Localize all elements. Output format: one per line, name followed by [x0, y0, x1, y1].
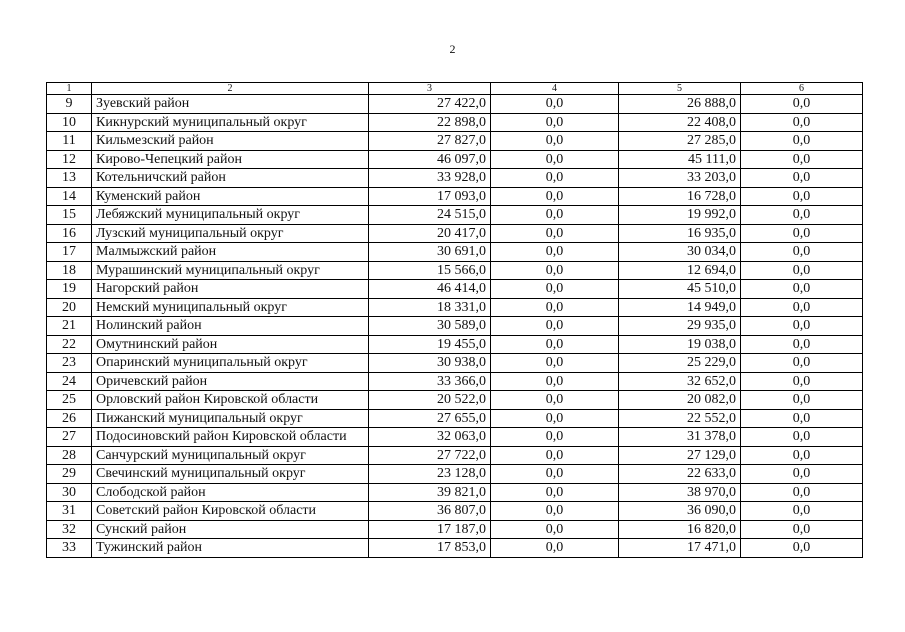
value-col-5: 16 728,0	[619, 187, 741, 206]
value-col-4: 0,0	[491, 354, 619, 373]
value-col-4: 0,0	[491, 391, 619, 410]
value-col-4: 0,0	[491, 95, 619, 114]
table-row	[47, 261, 863, 280]
value-col-5: 20 082,0	[619, 391, 741, 410]
column-header: 6	[741, 83, 863, 95]
value-col-5: 27 285,0	[619, 132, 741, 151]
value-col-3: 33 928,0	[369, 169, 491, 188]
table-row	[47, 354, 863, 373]
district-name: Кирово-Чепецкий район	[92, 150, 369, 169]
district-name: Малмыжский район	[92, 243, 369, 262]
value-col-6: 0,0	[741, 391, 863, 410]
page-number: 2	[449, 42, 456, 56]
value-col-5: 16 820,0	[619, 520, 741, 539]
district-name: Слободской район	[92, 483, 369, 502]
district-name: Кильмезский район	[92, 132, 369, 151]
value-col-6: 0,0	[741, 502, 863, 521]
value-col-4: 0,0	[491, 502, 619, 521]
table-row	[47, 465, 863, 484]
column-header: 2	[92, 83, 369, 95]
row-number: 27	[47, 428, 92, 447]
value-col-6: 0,0	[741, 335, 863, 354]
column-header: 3	[369, 83, 491, 95]
table-row	[47, 95, 863, 114]
table-row	[47, 243, 863, 262]
district-name: Сунский район	[92, 520, 369, 539]
value-col-4: 0,0	[491, 132, 619, 151]
value-col-3: 20 522,0	[369, 391, 491, 410]
district-name: Пижанский муниципальный округ	[92, 409, 369, 428]
district-name: Орловский район Кировской области	[92, 391, 369, 410]
header-row	[47, 83, 863, 95]
table-row	[47, 335, 863, 354]
district-name: Зуевский район	[92, 95, 369, 114]
value-col-5: 33 203,0	[619, 169, 741, 188]
table-row	[47, 280, 863, 299]
row-number: 18	[47, 261, 92, 280]
row-number: 24	[47, 372, 92, 391]
value-col-5: 36 090,0	[619, 502, 741, 521]
district-name: Кикнурский муниципальный округ	[92, 113, 369, 132]
table-body	[47, 95, 863, 558]
district-name: Опаринский муниципальный округ	[92, 354, 369, 373]
district-name: Тужинский район	[92, 539, 369, 558]
value-col-6: 0,0	[741, 317, 863, 336]
value-col-5: 45 510,0	[619, 280, 741, 299]
table-row	[47, 169, 863, 188]
value-col-3: 18 331,0	[369, 298, 491, 317]
value-col-4: 0,0	[491, 261, 619, 280]
table-row	[47, 483, 863, 502]
row-number: 14	[47, 187, 92, 206]
value-col-3: 24 515,0	[369, 206, 491, 225]
value-col-6: 0,0	[741, 206, 863, 225]
district-name: Свечинский муниципальный округ	[92, 465, 369, 484]
row-number: 30	[47, 483, 92, 502]
table-row	[47, 298, 863, 317]
table-row	[47, 224, 863, 243]
column-header: 1	[47, 83, 92, 95]
district-name: Лузский муниципальный округ	[92, 224, 369, 243]
row-number: 28	[47, 446, 92, 465]
table-row	[47, 391, 863, 410]
value-col-6: 0,0	[741, 187, 863, 206]
value-col-5: 22 408,0	[619, 113, 741, 132]
table-row	[47, 539, 863, 558]
value-col-3: 15 566,0	[369, 261, 491, 280]
table-row	[47, 113, 863, 132]
row-number: 12	[47, 150, 92, 169]
column-header: 5	[619, 83, 741, 95]
value-col-3: 27 722,0	[369, 446, 491, 465]
value-col-5: 22 552,0	[619, 409, 741, 428]
value-col-3: 17 187,0	[369, 520, 491, 539]
value-col-4: 0,0	[491, 372, 619, 391]
value-col-4: 0,0	[491, 243, 619, 262]
value-col-5: 38 970,0	[619, 483, 741, 502]
row-number: 33	[47, 539, 92, 558]
row-number: 23	[47, 354, 92, 373]
value-col-3: 36 807,0	[369, 502, 491, 521]
value-col-3: 17 093,0	[369, 187, 491, 206]
row-number: 21	[47, 317, 92, 336]
column-header: 4	[491, 83, 619, 95]
value-col-6: 0,0	[741, 539, 863, 558]
value-col-5: 30 034,0	[619, 243, 741, 262]
value-col-5: 16 935,0	[619, 224, 741, 243]
district-name: Немский муниципальный округ	[92, 298, 369, 317]
value-col-3: 27 655,0	[369, 409, 491, 428]
value-col-6: 0,0	[741, 95, 863, 114]
value-col-5: 27 129,0	[619, 446, 741, 465]
value-col-3: 32 063,0	[369, 428, 491, 447]
value-col-3: 23 128,0	[369, 465, 491, 484]
value-col-5: 25 229,0	[619, 354, 741, 373]
value-col-4: 0,0	[491, 520, 619, 539]
table-header	[47, 83, 863, 95]
value-col-5: 17 471,0	[619, 539, 741, 558]
row-number: 9	[47, 95, 92, 114]
value-col-5: 19 038,0	[619, 335, 741, 354]
value-col-3: 46 097,0	[369, 150, 491, 169]
value-col-3: 30 589,0	[369, 317, 491, 336]
value-col-3: 17 853,0	[369, 539, 491, 558]
table-row	[47, 187, 863, 206]
district-name: Котельничский район	[92, 169, 369, 188]
value-col-5: 26 888,0	[619, 95, 741, 114]
district-name: Омутнинский район	[92, 335, 369, 354]
value-col-6: 0,0	[741, 409, 863, 428]
row-number: 19	[47, 280, 92, 299]
value-col-6: 0,0	[741, 169, 863, 188]
value-col-3: 30 691,0	[369, 243, 491, 262]
row-number: 29	[47, 465, 92, 484]
district-name: Советский район Кировской области	[92, 502, 369, 521]
value-col-4: 0,0	[491, 335, 619, 354]
value-col-3: 46 414,0	[369, 280, 491, 299]
value-col-3: 27 422,0	[369, 95, 491, 114]
value-col-4: 0,0	[491, 113, 619, 132]
table-row	[47, 132, 863, 151]
value-col-4: 0,0	[491, 428, 619, 447]
value-col-3: 19 455,0	[369, 335, 491, 354]
row-number: 17	[47, 243, 92, 262]
district-name: Санчурский муниципальный округ	[92, 446, 369, 465]
value-col-6: 0,0	[741, 483, 863, 502]
value-col-6: 0,0	[741, 298, 863, 317]
row-number: 16	[47, 224, 92, 243]
table-row	[47, 428, 863, 447]
table-row	[47, 206, 863, 225]
value-col-4: 0,0	[491, 206, 619, 225]
value-col-5: 22 633,0	[619, 465, 741, 484]
district-name: Нолинский район	[92, 317, 369, 336]
row-number: 10	[47, 113, 92, 132]
row-number: 32	[47, 520, 92, 539]
district-name: Подосиновский район Кировской области	[92, 428, 369, 447]
district-name: Лебяжский муниципальный округ	[92, 206, 369, 225]
row-number: 25	[47, 391, 92, 410]
table-row	[47, 150, 863, 169]
value-col-6: 0,0	[741, 446, 863, 465]
value-col-5: 32 652,0	[619, 372, 741, 391]
value-col-5: 45 111,0	[619, 150, 741, 169]
value-col-4: 0,0	[491, 317, 619, 336]
value-col-4: 0,0	[491, 224, 619, 243]
district-name: Оричевский район	[92, 372, 369, 391]
value-col-3: 30 938,0	[369, 354, 491, 373]
value-col-3: 20 417,0	[369, 224, 491, 243]
value-col-4: 0,0	[491, 409, 619, 428]
district-name: Нагорский район	[92, 280, 369, 299]
value-col-6: 0,0	[741, 150, 863, 169]
table-row	[47, 502, 863, 521]
row-number: 11	[47, 132, 92, 151]
value-col-4: 0,0	[491, 298, 619, 317]
value-col-6: 0,0	[741, 113, 863, 132]
value-col-6: 0,0	[741, 372, 863, 391]
table-row	[47, 317, 863, 336]
value-col-6: 0,0	[741, 428, 863, 447]
value-col-3: 39 821,0	[369, 483, 491, 502]
row-number: 26	[47, 409, 92, 428]
value-col-6: 0,0	[741, 243, 863, 262]
value-col-6: 0,0	[741, 280, 863, 299]
value-col-6: 0,0	[741, 132, 863, 151]
value-col-4: 0,0	[491, 465, 619, 484]
value-col-3: 27 827,0	[369, 132, 491, 151]
value-col-4: 0,0	[491, 169, 619, 188]
value-col-3: 22 898,0	[369, 113, 491, 132]
value-col-6: 0,0	[741, 520, 863, 539]
table-row	[47, 446, 863, 465]
value-col-4: 0,0	[491, 187, 619, 206]
value-col-5: 14 949,0	[619, 298, 741, 317]
value-col-5: 29 935,0	[619, 317, 741, 336]
table-row	[47, 372, 863, 391]
value-col-4: 0,0	[491, 539, 619, 558]
value-col-4: 0,0	[491, 280, 619, 299]
value-col-5: 19 992,0	[619, 206, 741, 225]
value-col-4: 0,0	[491, 150, 619, 169]
table-row	[47, 409, 863, 428]
value-col-4: 0,0	[491, 446, 619, 465]
value-col-6: 0,0	[741, 354, 863, 373]
table-row	[47, 520, 863, 539]
value-col-5: 12 694,0	[619, 261, 741, 280]
row-number: 31	[47, 502, 92, 521]
value-col-6: 0,0	[741, 224, 863, 243]
data-table	[46, 82, 863, 558]
value-col-5: 31 378,0	[619, 428, 741, 447]
row-number: 20	[47, 298, 92, 317]
value-col-4: 0,0	[491, 483, 619, 502]
row-number: 22	[47, 335, 92, 354]
value-col-6: 0,0	[741, 465, 863, 484]
value-col-3: 33 366,0	[369, 372, 491, 391]
district-name: Куменский район	[92, 187, 369, 206]
district-name: Мурашинский муниципальный округ	[92, 261, 369, 280]
row-number: 15	[47, 206, 92, 225]
value-col-6: 0,0	[741, 261, 863, 280]
row-number: 13	[47, 169, 92, 188]
